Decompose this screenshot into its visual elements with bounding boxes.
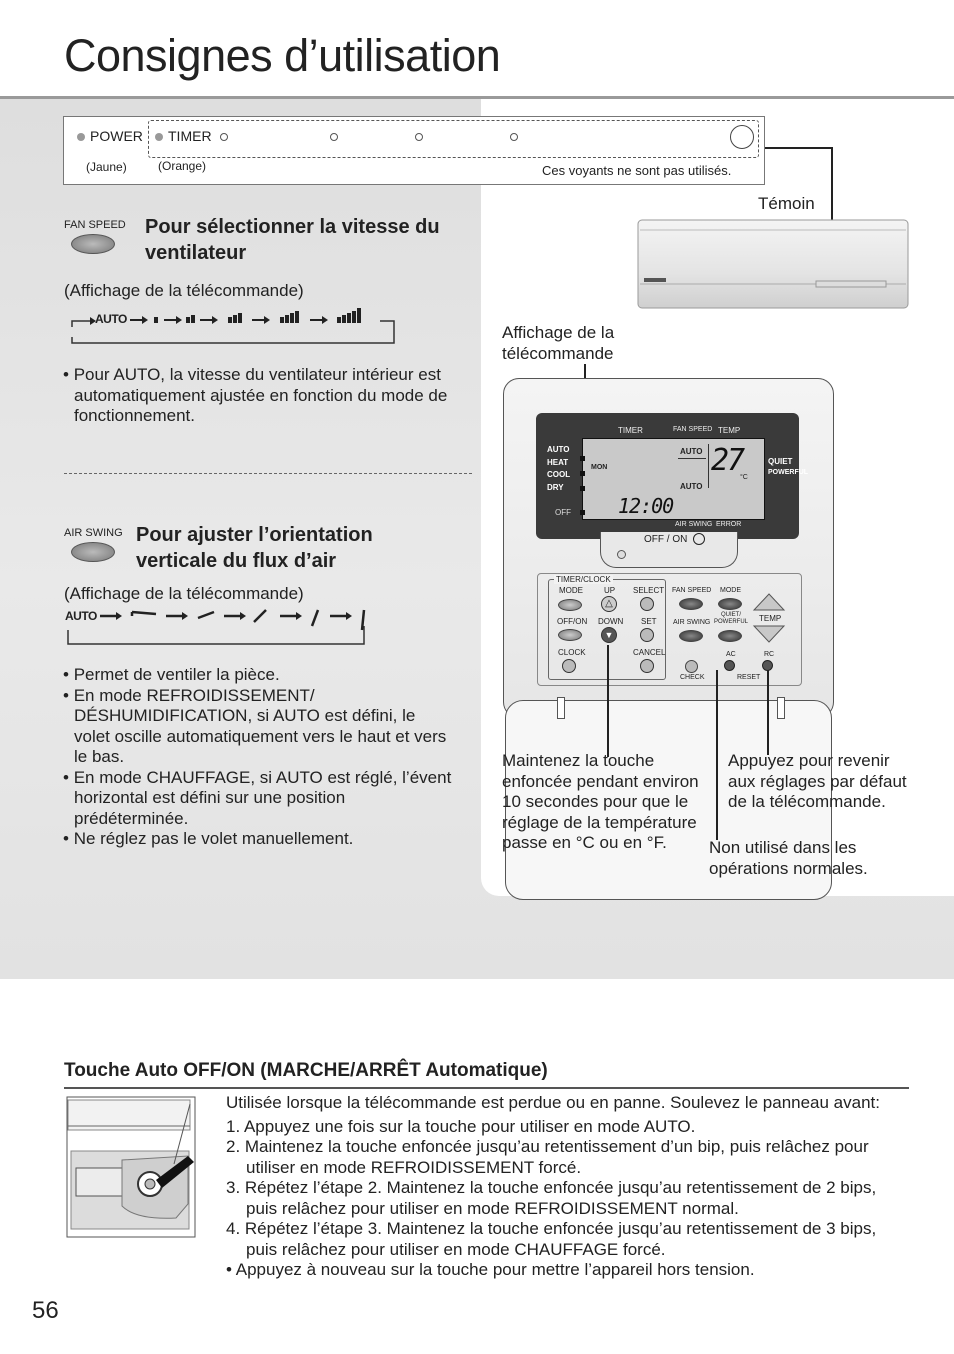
fan-speed-notes (63, 365, 473, 427)
fan-speed-button[interactable] (679, 598, 703, 610)
clock-button[interactable] (562, 659, 576, 673)
screen-unit: °C (740, 474, 748, 481)
mode-remote-label: MODE (720, 587, 741, 594)
temp-down-icon (754, 626, 784, 642)
screen-quiet-label: QUIET (768, 457, 793, 466)
ac-leader-line (716, 670, 718, 840)
screen-mon-label: MON (591, 464, 608, 471)
fan-speed-note: • Pour AUTO, la vitesse du ventilateur intérieur est automatiquement ajustée en fonction du mode de fonctionnement. (63, 365, 473, 427)
timer-label: TIMER (168, 128, 212, 144)
auto-offon-step: 4. Répétez l’étape 3. Maintenez la touche enfoncée jusqu’au retentissement de 3 bips, puis relâchez pour utiliser en mode CHAUFFAGE forcé. (226, 1219, 877, 1259)
mode-marker-icon (580, 456, 585, 461)
select-button-label: SELECT (633, 586, 665, 595)
unused-led-icon (510, 133, 518, 141)
clock-button-label: CLOCK (558, 648, 586, 657)
rc-button-label: RC (764, 651, 775, 658)
screen-mode-cool: COOL (547, 470, 571, 479)
auto-offon-step: 3. Répétez l’étape 2. Maintenez la touche enfoncée jusqu’au retentissement de 2 bips, puis relâchez pour utiliser en mode REFROIDISSEMENT normal. (226, 1178, 877, 1218)
mode-button[interactable] (558, 599, 582, 611)
timer-clock-label: TIMER/CLOCK (556, 575, 611, 584)
offon-timer-label: OFF/ON (557, 617, 588, 626)
timer-led-icon (155, 133, 163, 141)
fan-speed-remote-label: FAN SPEED (672, 587, 712, 594)
auto-offon-button-illustration (66, 1096, 196, 1238)
cancel-button-label: CANCEL (633, 648, 666, 657)
fan-speed-button-label: FAN SPEED (64, 219, 126, 231)
auto-offon-final-bullet: • Appuyez à nouveau sur la touche pour mettre l’appareil hors tension. (226, 1260, 906, 1281)
air-swing-button-icon (71, 542, 115, 562)
up-button[interactable]: △ (601, 596, 617, 612)
page-number: 56 (32, 1297, 59, 1324)
power-icon (693, 533, 705, 545)
lcd-divider (708, 444, 709, 488)
mode-marker-icon (580, 510, 585, 515)
air-swing-button-label: AIR SWING (64, 527, 123, 539)
unused-indicators-frame (148, 120, 759, 158)
screen-off-label: OFF (555, 508, 571, 517)
fan-speed-sequence-diagram (64, 303, 398, 349)
ac-button[interactable] (724, 660, 735, 671)
reset-label: RESET (737, 674, 761, 681)
section-divider (64, 473, 472, 474)
air-swing-note: • En mode CHAUFFAGE, si AUTO est réglé, l’évent horizontal est défini sur une position prédéterminée. (63, 768, 453, 830)
screen-powerful-label: POWERFUL (768, 469, 809, 476)
air-swing-note: • Permet de ventiler la pièce. (63, 665, 453, 686)
fan-auto-label: AUTO (95, 312, 127, 326)
down-button-label: DOWN (598, 617, 624, 626)
mode-button-label: MODE (559, 586, 583, 595)
screen-air-swing-label: AIR SWING (675, 521, 713, 528)
air-swing-notes (63, 665, 453, 850)
receiver-icon (730, 125, 754, 149)
air-swing-remote-label: AIR SWING (673, 619, 711, 626)
unused-led-icon (415, 133, 423, 141)
offon-label: OFF / ON (644, 534, 688, 545)
offon-indicator-icon (617, 550, 626, 559)
timer-color-label: (Orange) (158, 159, 207, 173)
air-swing-sequence-diagram (64, 604, 374, 648)
screen-swing-auto: AUTO (680, 482, 703, 491)
set-button[interactable] (640, 628, 654, 642)
screen-fan-auto: AUTO (680, 447, 703, 456)
air-swing-title: Pour ajuster l’orientation verticale du flux d’air (136, 524, 373, 572)
screen-fan-speed-label: FAN SPEED (673, 426, 713, 433)
screen-mode-list (547, 444, 577, 494)
air-swing-note: • En mode REFROIDISSEMENT/ DÉSHUMIDIFICATION, si AUTO est défini, le volet oscille automatiquement vers le haut et vers le bas. (63, 686, 453, 768)
power-color-label: (Jaune) (86, 160, 127, 174)
unused-led-icon (220, 133, 228, 141)
remote-hinge (557, 697, 565, 719)
auto-offon-title: Touche Auto OFF/ON (MARCHE/ARRÊT Automatique) (64, 1060, 548, 1081)
auto-offon-step: 1. Appuyez une fois sur la touche pour utiliser en mode AUTO. (226, 1116, 696, 1136)
lcd-divider (678, 458, 706, 459)
page-title: Consignes d’utilisation (64, 30, 501, 81)
screen-time: 12:00 (618, 494, 674, 518)
auto-offon-rule (64, 1087, 909, 1089)
screen-mode-auto: AUTO (547, 445, 570, 454)
auto-offon-step: 2. Maintenez la touche enfoncée jusqu’au retentissement d’un bip, puis relâchez pour utiliser en mode REFROIDISSEMENT forcé. (226, 1137, 869, 1177)
indoor-unit-illustration (636, 218, 910, 312)
auto-offon-body (226, 1093, 906, 1281)
fan-speed-button-icon (71, 234, 115, 254)
air-swing-display-caption: (Affichage de la télécommande) (64, 584, 304, 603)
screen-timer-label: TIMER (618, 426, 643, 435)
auto-offon-steps (226, 1117, 906, 1261)
auto-offon-final (226, 1260, 906, 1281)
screen-temperature: 27 (711, 443, 744, 478)
temp-up-icon (754, 594, 784, 610)
check-button[interactable] (685, 660, 698, 673)
timer-offon-button[interactable] (558, 629, 582, 641)
check-leader-line (607, 645, 609, 757)
screen-mode-dry: DRY (547, 482, 564, 492)
remote-hinge (777, 697, 785, 719)
screen-mode-heat: HEAT (547, 457, 569, 467)
screen-error-label: ERROR (716, 521, 742, 528)
rc-leader-line (767, 670, 769, 755)
temp-remote-label: TEMP (759, 614, 782, 623)
up-button-label: UP (604, 586, 616, 595)
check-button-label: CHECK (680, 674, 705, 681)
auto-offon-intro: Utilisée lorsque la télécommande est perdue ou en panne. Soulevez le panneau avant: (226, 1093, 880, 1112)
remote-display-callout: Affichage de la télécommande (502, 323, 615, 363)
cancel-button[interactable] (640, 659, 654, 673)
select-button[interactable] (640, 597, 654, 611)
temoin-label: Témoin (758, 194, 815, 213)
down-button[interactable]: ▼ (601, 627, 617, 643)
mode-marker-icon (580, 486, 585, 491)
ac-callout: Non utilisé dans les opérations normales. (709, 838, 868, 878)
fan-speed-display-caption: (Affichage de la télécommande) (64, 281, 304, 300)
unused-led-icon (330, 133, 338, 141)
fan-speed-title: Pour sélectionner la vitesse du ventilateur (145, 216, 440, 264)
screen-temp-label: TEMP (718, 426, 741, 435)
mode-marker-icon (580, 471, 585, 476)
swing-auto-label: AUTO (65, 609, 97, 623)
air-swing-button[interactable] (679, 630, 703, 642)
set-button-label: SET (641, 617, 657, 626)
power-led-icon (77, 133, 85, 141)
power-label: POWER (90, 128, 143, 144)
quiet-powerful-remote-label: QUIET/ POWERFUL (713, 612, 748, 625)
rc-callout: Appuyez pour revenir aux réglages par défaut de la télécommande. (728, 751, 907, 811)
quiet-powerful-button[interactable] (718, 630, 742, 642)
air-swing-note: • Ne réglez pas le volet manuellement. (63, 829, 453, 850)
check-callout: Maintenez la touche enfoncée pendant environ 10 secondes pour que le réglage de la température passe en °C ou en °F. (502, 751, 699, 852)
unused-note: Ces voyants ne sont pas utilisés. (542, 163, 732, 178)
ac-button-label: AC (726, 651, 736, 658)
main-mode-button[interactable] (718, 598, 742, 610)
